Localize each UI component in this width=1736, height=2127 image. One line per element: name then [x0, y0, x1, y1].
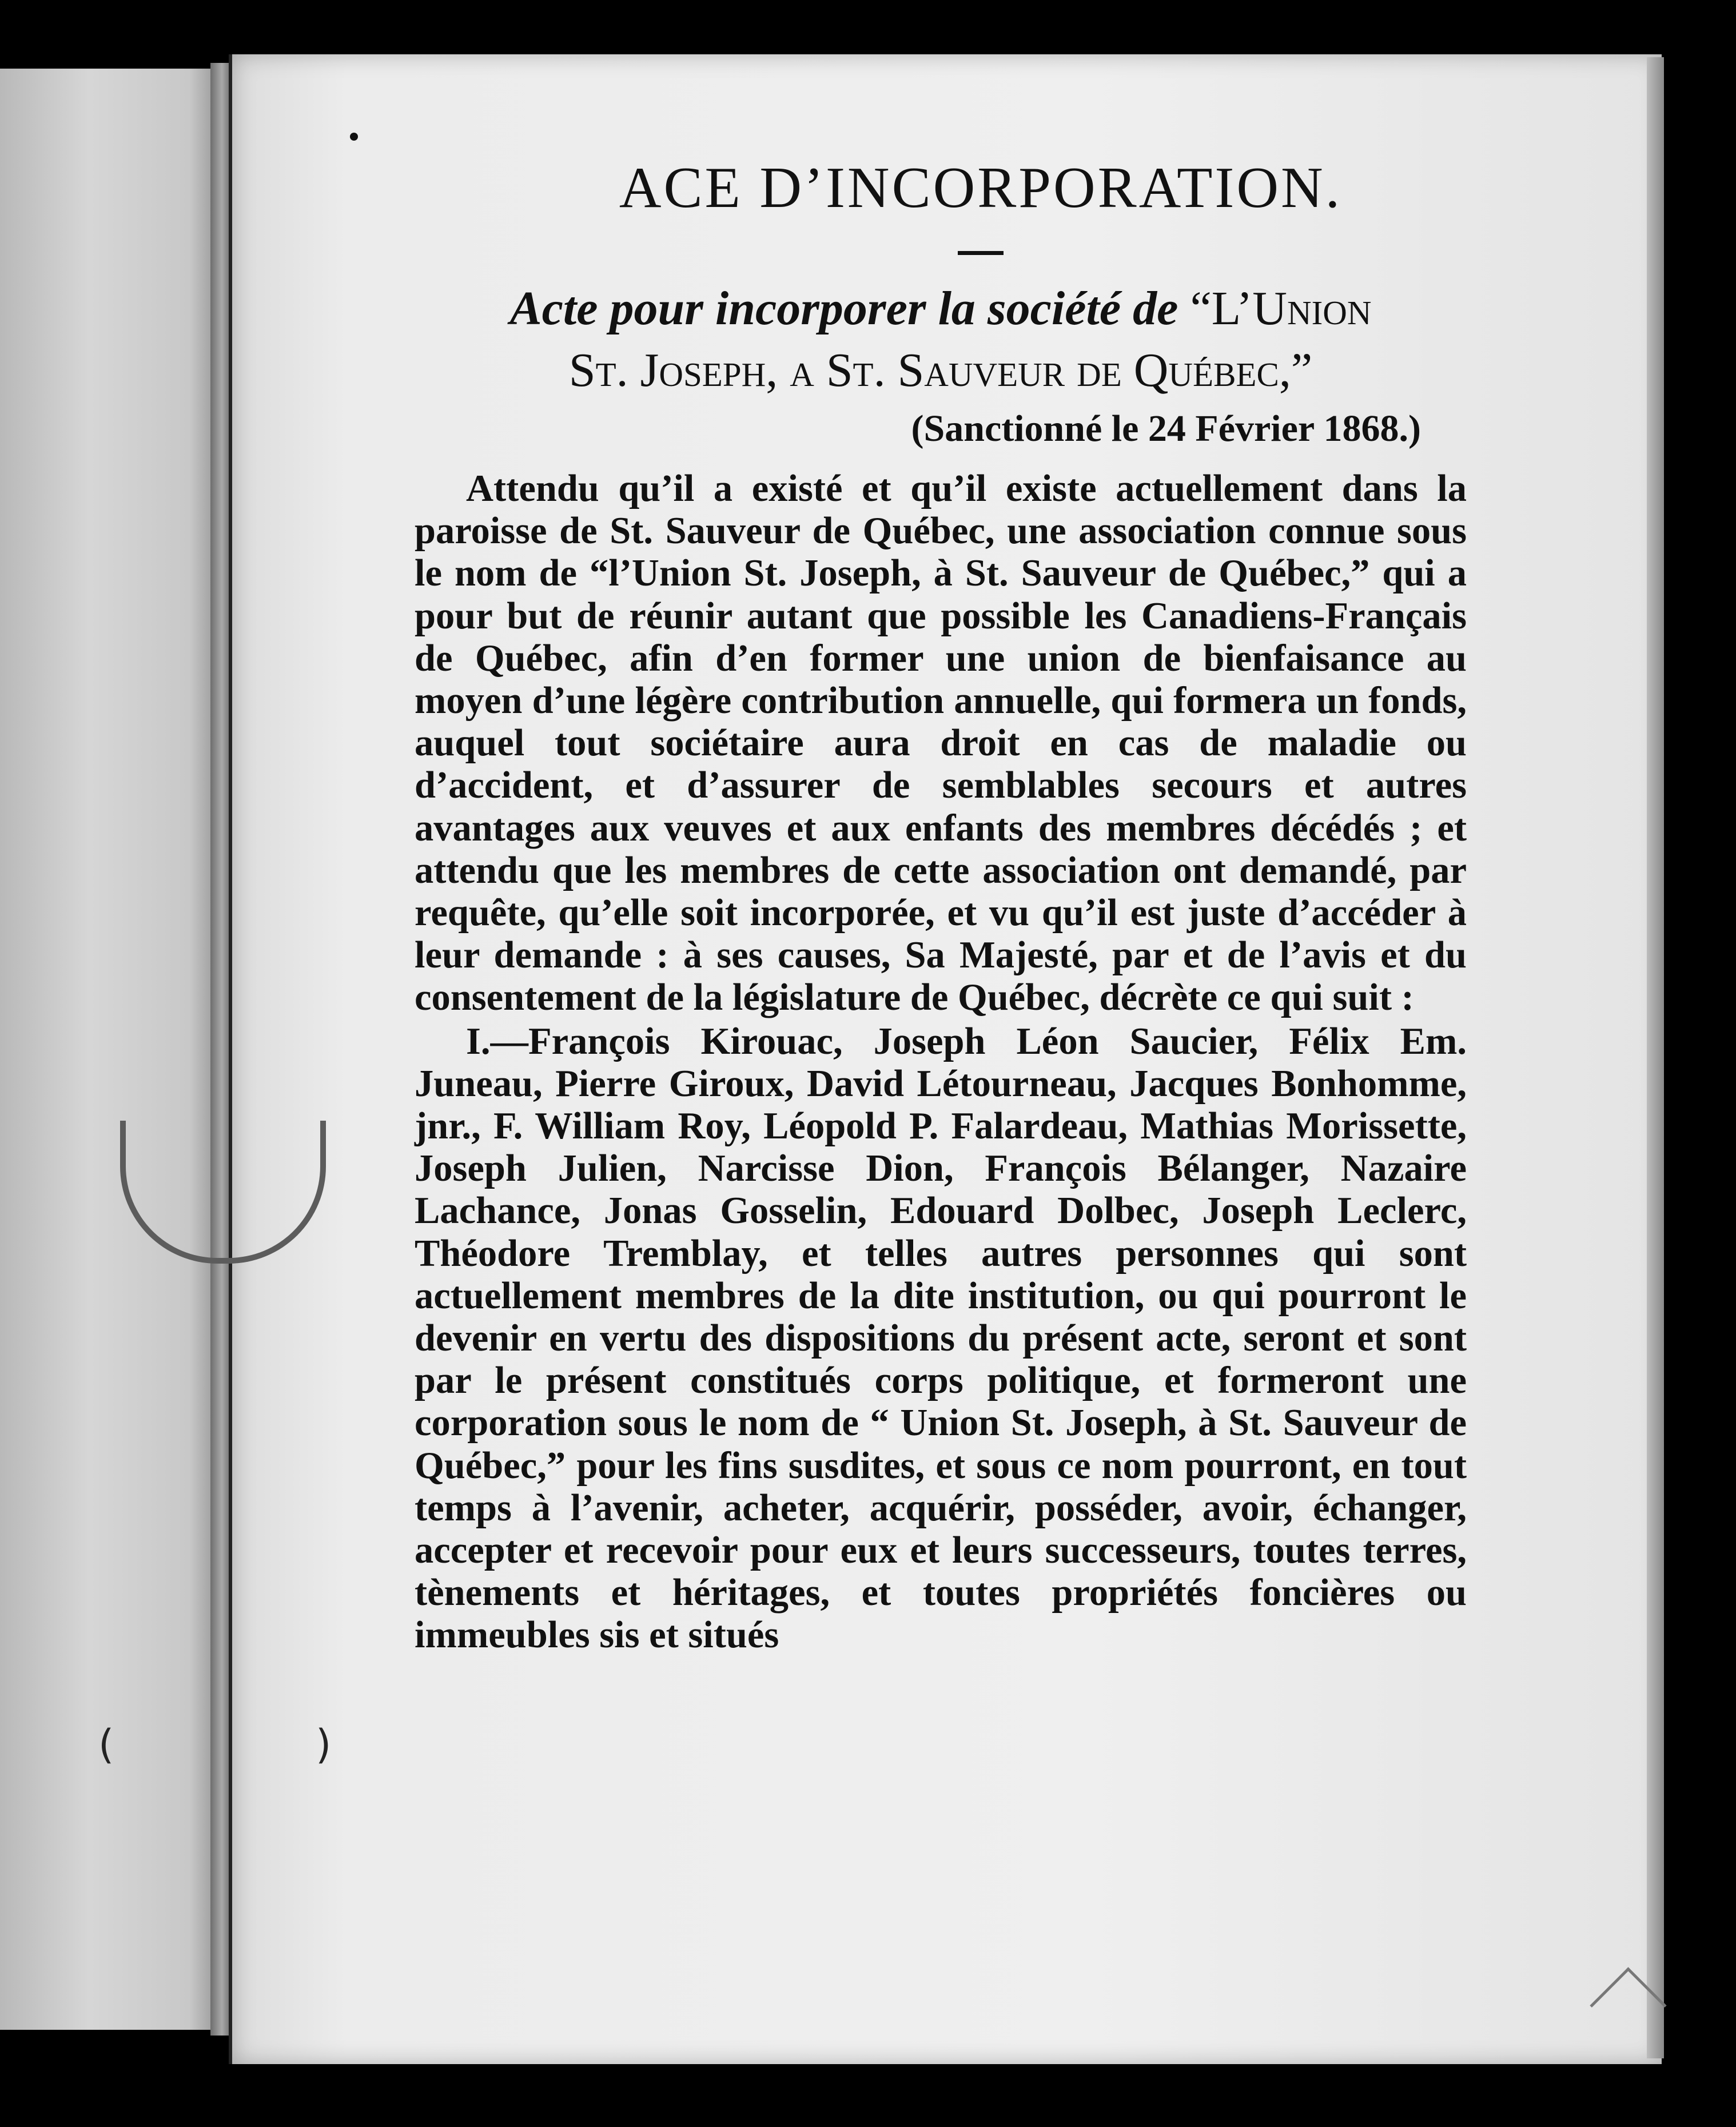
sanction-date: (Sanctionné le 24 Février 1868.): [911, 408, 1421, 449]
heading-rule: [958, 251, 1004, 255]
act-title-italic: Acte pour incorporer la société de: [509, 282, 1178, 335]
margin-mark-left: (: [98, 1721, 114, 1768]
page-heading: ACE D’INCORPORATION.: [619, 156, 1343, 220]
page-edge: [1647, 57, 1664, 2058]
ink-dot: [350, 133, 358, 141]
act-title-name-line2: St. Joseph, a St. Sauveur de Québec,”: [568, 344, 1313, 397]
section-1-paragraph: I.—François Kirouac, Joseph Léon Saucier, Félix Em. Juneau, Pierre Giroux, David Létourneau, Jacques Bonhomme, jnr., F. William Roy, Léopold P. Falardeau, Mathias Morissette, Joseph Julien, Narcisse Dion, François Bélanger, Nazaire Lachance, Jonas Gosselin, Edouard Dolbec, Joseph Leclerc, Théodore Tremblay, et telles autres personnes qui sont actuellement membres de la dite institution, ou qui pourront le devenir en vertu des dispositions du présent acte, seront et sont par le présent constitués corps politique, et formeront une corporation sous le nom de “ Union St. Joseph, à St. Sauveur de Québec,” pour les fins susdites, et sous ce nom pourront, en tout temps à l’avenir, acheter, acquérir, posséder, avoir, échanger, accepter et recevoir pour eux et leurs successeurs, toutes terres, tènements et héritages, et toutes propriétés foncières ou immeubles sis et situés: [415, 1020, 1467, 1656]
text-block: [415, 154, 1467, 1657]
preamble-paragraph: Attendu qu’il a existé et qu’il existe actuellement dans la paroisse de St. Sauveur de Québec, une association connue sous le nom de “l’Union St. Joseph, à St. Sauveur de Québec,” qui a pour but de réunir autant que possible les Canadiens-Français de Québec, afin d’en former une union de bienfaisance au moyen d’une légère contribution annuelle, qui formera un fonds, auquel tout sociétaire aura droit en cas de maladie ou d’accident, et d’assurer de semblables secours et autres avantages aux veuves et aux enfants des membres décédés ; et attendu que les membres de cette association ont demandé, par requête, qu’elle soit incorporée, et vu qu’il est juste d’accéder à leur demande : à ses causes, Sa Majesté, par et de l’avis et du consentement de la législature de Québec, décrète ce qui suit :: [415, 468, 1467, 1019]
act-title-name-line1: “L’Union: [1190, 282, 1372, 335]
margin-mark-right: ): [316, 1721, 332, 1768]
act-title: [415, 278, 1467, 401]
